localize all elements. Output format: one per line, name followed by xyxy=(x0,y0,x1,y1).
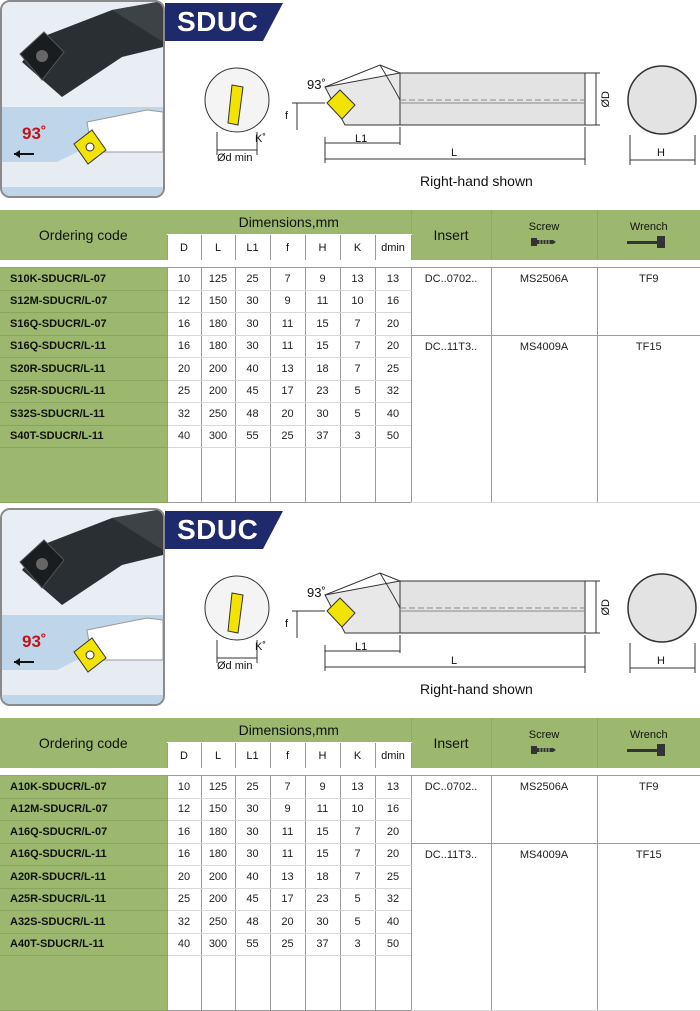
dimension-value: 30 xyxy=(235,290,270,313)
screw-header-cell xyxy=(491,210,597,260)
dimension-value: 30 xyxy=(235,821,270,844)
dmin-label: Ød min xyxy=(217,152,253,164)
dimension-value: 20 xyxy=(375,335,411,358)
dimension-value: 7 xyxy=(340,866,375,889)
ordering-code: A10K-SDUCR/L-07 xyxy=(0,776,167,799)
subheader-f: f xyxy=(270,743,305,769)
screw-header: Screw xyxy=(528,221,560,233)
dimension-value: 13 xyxy=(375,268,411,291)
dimension-value: 7 xyxy=(340,313,375,336)
dimension-value: 200 xyxy=(201,866,235,889)
right-hand-caption: Right-hand shown xyxy=(420,173,533,189)
dimension-value: 37 xyxy=(305,425,340,448)
dimension-value: 200 xyxy=(201,380,235,403)
dimension-value: 23 xyxy=(305,380,340,403)
dimension-value: 5 xyxy=(340,888,375,911)
drawing-angle-label: 93˚ xyxy=(307,585,326,600)
section-s-series xyxy=(0,0,700,490)
insert-value: DC..11T3.. xyxy=(411,843,491,1011)
dimension-value: 10 xyxy=(167,776,201,799)
dimension-value: 10 xyxy=(340,798,375,821)
dimension-value: 25 xyxy=(235,268,270,291)
wrench-header-cell xyxy=(597,718,700,768)
dimension-value: 9 xyxy=(305,776,340,799)
dimension-value: 20 xyxy=(270,403,305,426)
dimension-value: 50 xyxy=(375,933,411,956)
dimension-value: 15 xyxy=(305,843,340,866)
l-label: L xyxy=(451,655,458,667)
dimension-value: 7 xyxy=(340,358,375,381)
dimension-value: 32 xyxy=(167,911,201,934)
series-badge xyxy=(165,3,283,41)
wrench-icon xyxy=(627,235,671,249)
h-label: H xyxy=(657,655,665,667)
dimension-value: 16 xyxy=(167,843,201,866)
dmin-label: Ød min xyxy=(217,660,253,672)
insert-header: Insert xyxy=(411,718,491,768)
dimension-value: 20 xyxy=(167,866,201,889)
dimension-value: 9 xyxy=(305,268,340,291)
dimension-value: 55 xyxy=(235,425,270,448)
ordering-code: A12M-SDUCR/L-07 xyxy=(0,798,167,821)
dimension-value: 18 xyxy=(305,866,340,889)
dimension-value: 40 xyxy=(167,425,201,448)
table-row xyxy=(0,268,700,291)
dimension-value: 13 xyxy=(340,776,375,799)
screw-header: Screw xyxy=(528,729,560,741)
dimension-value: 13 xyxy=(270,358,305,381)
screw-value: MS4009A xyxy=(491,843,597,1011)
dimension-value: 55 xyxy=(235,933,270,956)
dimension-value: 30 xyxy=(235,313,270,336)
ordering-code: S25R-SDUCR/L-11 xyxy=(0,380,167,403)
dimension-value: 15 xyxy=(305,313,340,336)
dimension-value: 7 xyxy=(270,268,305,291)
ordering-code: A20R-SDUCR/L-11 xyxy=(0,866,167,889)
dimension-value: 30 xyxy=(305,403,340,426)
dimension-value: 40 xyxy=(235,358,270,381)
dimension-value: 15 xyxy=(305,335,340,358)
table-row xyxy=(0,843,700,866)
dimension-value: 25 xyxy=(270,425,305,448)
subheader-l: L xyxy=(201,235,235,261)
wrench-icon xyxy=(627,743,671,757)
dimensions-header: Dimensions,mm xyxy=(167,718,411,743)
k-label: K˚ xyxy=(255,133,266,145)
dimension-value: 180 xyxy=(201,843,235,866)
dimension-value: 30 xyxy=(235,335,270,358)
dimension-value: 48 xyxy=(235,403,270,426)
insert-header: Insert xyxy=(411,210,491,260)
wrench-value: TF9 xyxy=(597,776,700,844)
screw-header-cell xyxy=(491,718,597,768)
k-label: K˚ xyxy=(255,641,266,653)
dimension-value: 40 xyxy=(375,911,411,934)
dimension-value: 200 xyxy=(201,888,235,911)
dimensions-header: Dimensions,mm xyxy=(167,210,411,235)
wrench-value: TF15 xyxy=(597,843,700,1011)
dimension-value: 9 xyxy=(270,290,305,313)
dimension-value: 20 xyxy=(375,843,411,866)
dimension-value: 150 xyxy=(201,290,235,313)
ordering-code: S16Q-SDUCR/L-07 xyxy=(0,313,167,336)
subheader-l: L xyxy=(201,743,235,769)
right-hand-caption: Right-hand shown xyxy=(420,681,533,697)
section-a-series xyxy=(0,508,700,998)
ordering-code: S10K-SDUCR/L-07 xyxy=(0,268,167,291)
d-label: ØD xyxy=(600,91,612,108)
dimension-value: 17 xyxy=(270,888,305,911)
dimension-value: 150 xyxy=(201,798,235,821)
dimension-value: 16 xyxy=(167,313,201,336)
dimension-value: 23 xyxy=(305,888,340,911)
dimension-value: 50 xyxy=(375,425,411,448)
ordering-code: S16Q-SDUCR/L-11 xyxy=(0,335,167,358)
drawing-angle-label: 93˚ xyxy=(307,77,326,92)
l1-label: L1 xyxy=(355,641,368,653)
dimension-value: 10 xyxy=(167,268,201,291)
ordering-code: A16Q-SDUCR/L-11 xyxy=(0,843,167,866)
dimension-value: 32 xyxy=(375,380,411,403)
screw-icon xyxy=(531,235,557,249)
dimension-value: 20 xyxy=(375,821,411,844)
dimension-value: 18 xyxy=(305,358,340,381)
dimension-value: 125 xyxy=(201,268,235,291)
screw-value: MS4009A xyxy=(491,335,597,503)
dimension-value: 16 xyxy=(375,290,411,313)
dimension-value: 30 xyxy=(235,798,270,821)
wrench-header-cell xyxy=(597,210,700,260)
dimension-value: 11 xyxy=(270,313,305,336)
dimension-value: 13 xyxy=(375,776,411,799)
ordering-code-header: Ordering code xyxy=(0,210,167,260)
series-badge xyxy=(165,511,283,549)
dimension-value: 20 xyxy=(167,358,201,381)
dimension-value: 25 xyxy=(235,776,270,799)
dimension-value: 200 xyxy=(201,358,235,381)
product-photo xyxy=(0,0,165,198)
dimension-value: 11 xyxy=(270,335,305,358)
dimension-value: 5 xyxy=(340,403,375,426)
f-label: f xyxy=(285,110,289,122)
dimension-value: 3 xyxy=(340,933,375,956)
dimension-value: 180 xyxy=(201,335,235,358)
subheader-k: K xyxy=(340,743,375,769)
approach-angle-label: 93˚ xyxy=(22,632,47,651)
dimension-value: 9 xyxy=(270,798,305,821)
wrench-header: Wrench xyxy=(629,729,668,741)
dimension-value: 30 xyxy=(235,843,270,866)
dimension-value: 300 xyxy=(201,933,235,956)
dimension-value: 45 xyxy=(235,888,270,911)
subheader-k: K xyxy=(340,235,375,261)
dimension-value: 250 xyxy=(201,911,235,934)
dimension-value: 125 xyxy=(201,776,235,799)
series-name: SDUC xyxy=(177,514,259,545)
series-name: SDUC xyxy=(177,6,259,37)
dimension-value: 16 xyxy=(375,798,411,821)
dimension-value: 32 xyxy=(167,403,201,426)
dimension-value: 250 xyxy=(201,403,235,426)
dimension-value: 180 xyxy=(201,821,235,844)
dimension-value: 16 xyxy=(167,335,201,358)
subheader-l1: L1 xyxy=(235,235,270,261)
dimension-value: 20 xyxy=(270,911,305,934)
dimension-value: 11 xyxy=(305,798,340,821)
subheader-l1: L1 xyxy=(235,743,270,769)
dimension-value: 7 xyxy=(340,821,375,844)
subheader-d: D xyxy=(167,743,201,769)
dimension-value: 300 xyxy=(201,425,235,448)
approach-angle-label: 93˚ xyxy=(22,124,47,143)
h-label: H xyxy=(657,147,665,159)
subheader-h: H xyxy=(305,743,340,769)
ordering-code: S20R-SDUCR/L-11 xyxy=(0,358,167,381)
dimension-value: 20 xyxy=(375,313,411,336)
f-label: f xyxy=(285,618,289,630)
d-label: ØD xyxy=(600,599,612,616)
dimension-value: 13 xyxy=(270,866,305,889)
subheader-h: H xyxy=(305,235,340,261)
dimension-value: 180 xyxy=(201,313,235,336)
product-photo xyxy=(0,508,165,706)
dimension-value: 16 xyxy=(167,821,201,844)
wrench-value: TF9 xyxy=(597,268,700,336)
screw-icon xyxy=(531,743,557,757)
dimension-value: 25 xyxy=(270,933,305,956)
dimension-value: 40 xyxy=(235,866,270,889)
dimension-value: 5 xyxy=(340,380,375,403)
insert-value: DC..0702.. xyxy=(411,776,491,844)
dimension-value: 7 xyxy=(340,843,375,866)
dimension-value: 7 xyxy=(270,776,305,799)
dimension-value: 11 xyxy=(270,843,305,866)
dimension-value: 7 xyxy=(340,335,375,358)
dimension-value: 25 xyxy=(375,866,411,889)
dimension-value: 11 xyxy=(305,290,340,313)
ordering-code-header: Ordering code xyxy=(0,718,167,768)
dimension-value: 12 xyxy=(167,798,201,821)
dimension-value: 30 xyxy=(305,911,340,934)
insert-value: DC..0702.. xyxy=(411,268,491,336)
ordering-code: S32S-SDUCR/L-11 xyxy=(0,403,167,426)
dimension-value: 25 xyxy=(167,888,201,911)
subheader-dmin: dmin xyxy=(375,235,411,261)
ordering-code: A16Q-SDUCR/L-07 xyxy=(0,821,167,844)
spec-table xyxy=(0,210,700,503)
screw-value: MS2506A xyxy=(491,268,597,336)
dimension-value: 48 xyxy=(235,911,270,934)
dimension-value: 11 xyxy=(270,821,305,844)
dimension-value: 12 xyxy=(167,290,201,313)
wrench-value: TF15 xyxy=(597,335,700,503)
dimension-value: 13 xyxy=(340,268,375,291)
ordering-code: S12M-SDUCR/L-07 xyxy=(0,290,167,313)
spec-table xyxy=(0,718,700,1011)
dimension-value: 5 xyxy=(340,911,375,934)
ordering-code: S40T-SDUCR/L-11 xyxy=(0,425,167,448)
insert-value: DC..11T3.. xyxy=(411,335,491,503)
dimension-value: 45 xyxy=(235,380,270,403)
dimension-value: 37 xyxy=(305,933,340,956)
dimension-value: 32 xyxy=(375,888,411,911)
table-row xyxy=(0,776,700,799)
dimension-value: 3 xyxy=(340,425,375,448)
ordering-code: A25R-SDUCR/L-11 xyxy=(0,888,167,911)
dimension-value: 40 xyxy=(167,933,201,956)
l1-label: L1 xyxy=(355,133,368,145)
dimension-value: 40 xyxy=(375,403,411,426)
dimension-value: 25 xyxy=(375,358,411,381)
dimension-value: 25 xyxy=(167,380,201,403)
wrench-header: Wrench xyxy=(629,221,668,233)
dimension-value: 10 xyxy=(340,290,375,313)
subheader-dmin: dmin xyxy=(375,743,411,769)
ordering-code: A32S-SDUCR/L-11 xyxy=(0,911,167,934)
screw-value: MS2506A xyxy=(491,776,597,844)
ordering-code: A40T-SDUCR/L-11 xyxy=(0,933,167,956)
l-label: L xyxy=(451,147,458,159)
dimension-value: 17 xyxy=(270,380,305,403)
dimension-value: 15 xyxy=(305,821,340,844)
subheader-d: D xyxy=(167,235,201,261)
table-row xyxy=(0,335,700,358)
subheader-f: f xyxy=(270,235,305,261)
